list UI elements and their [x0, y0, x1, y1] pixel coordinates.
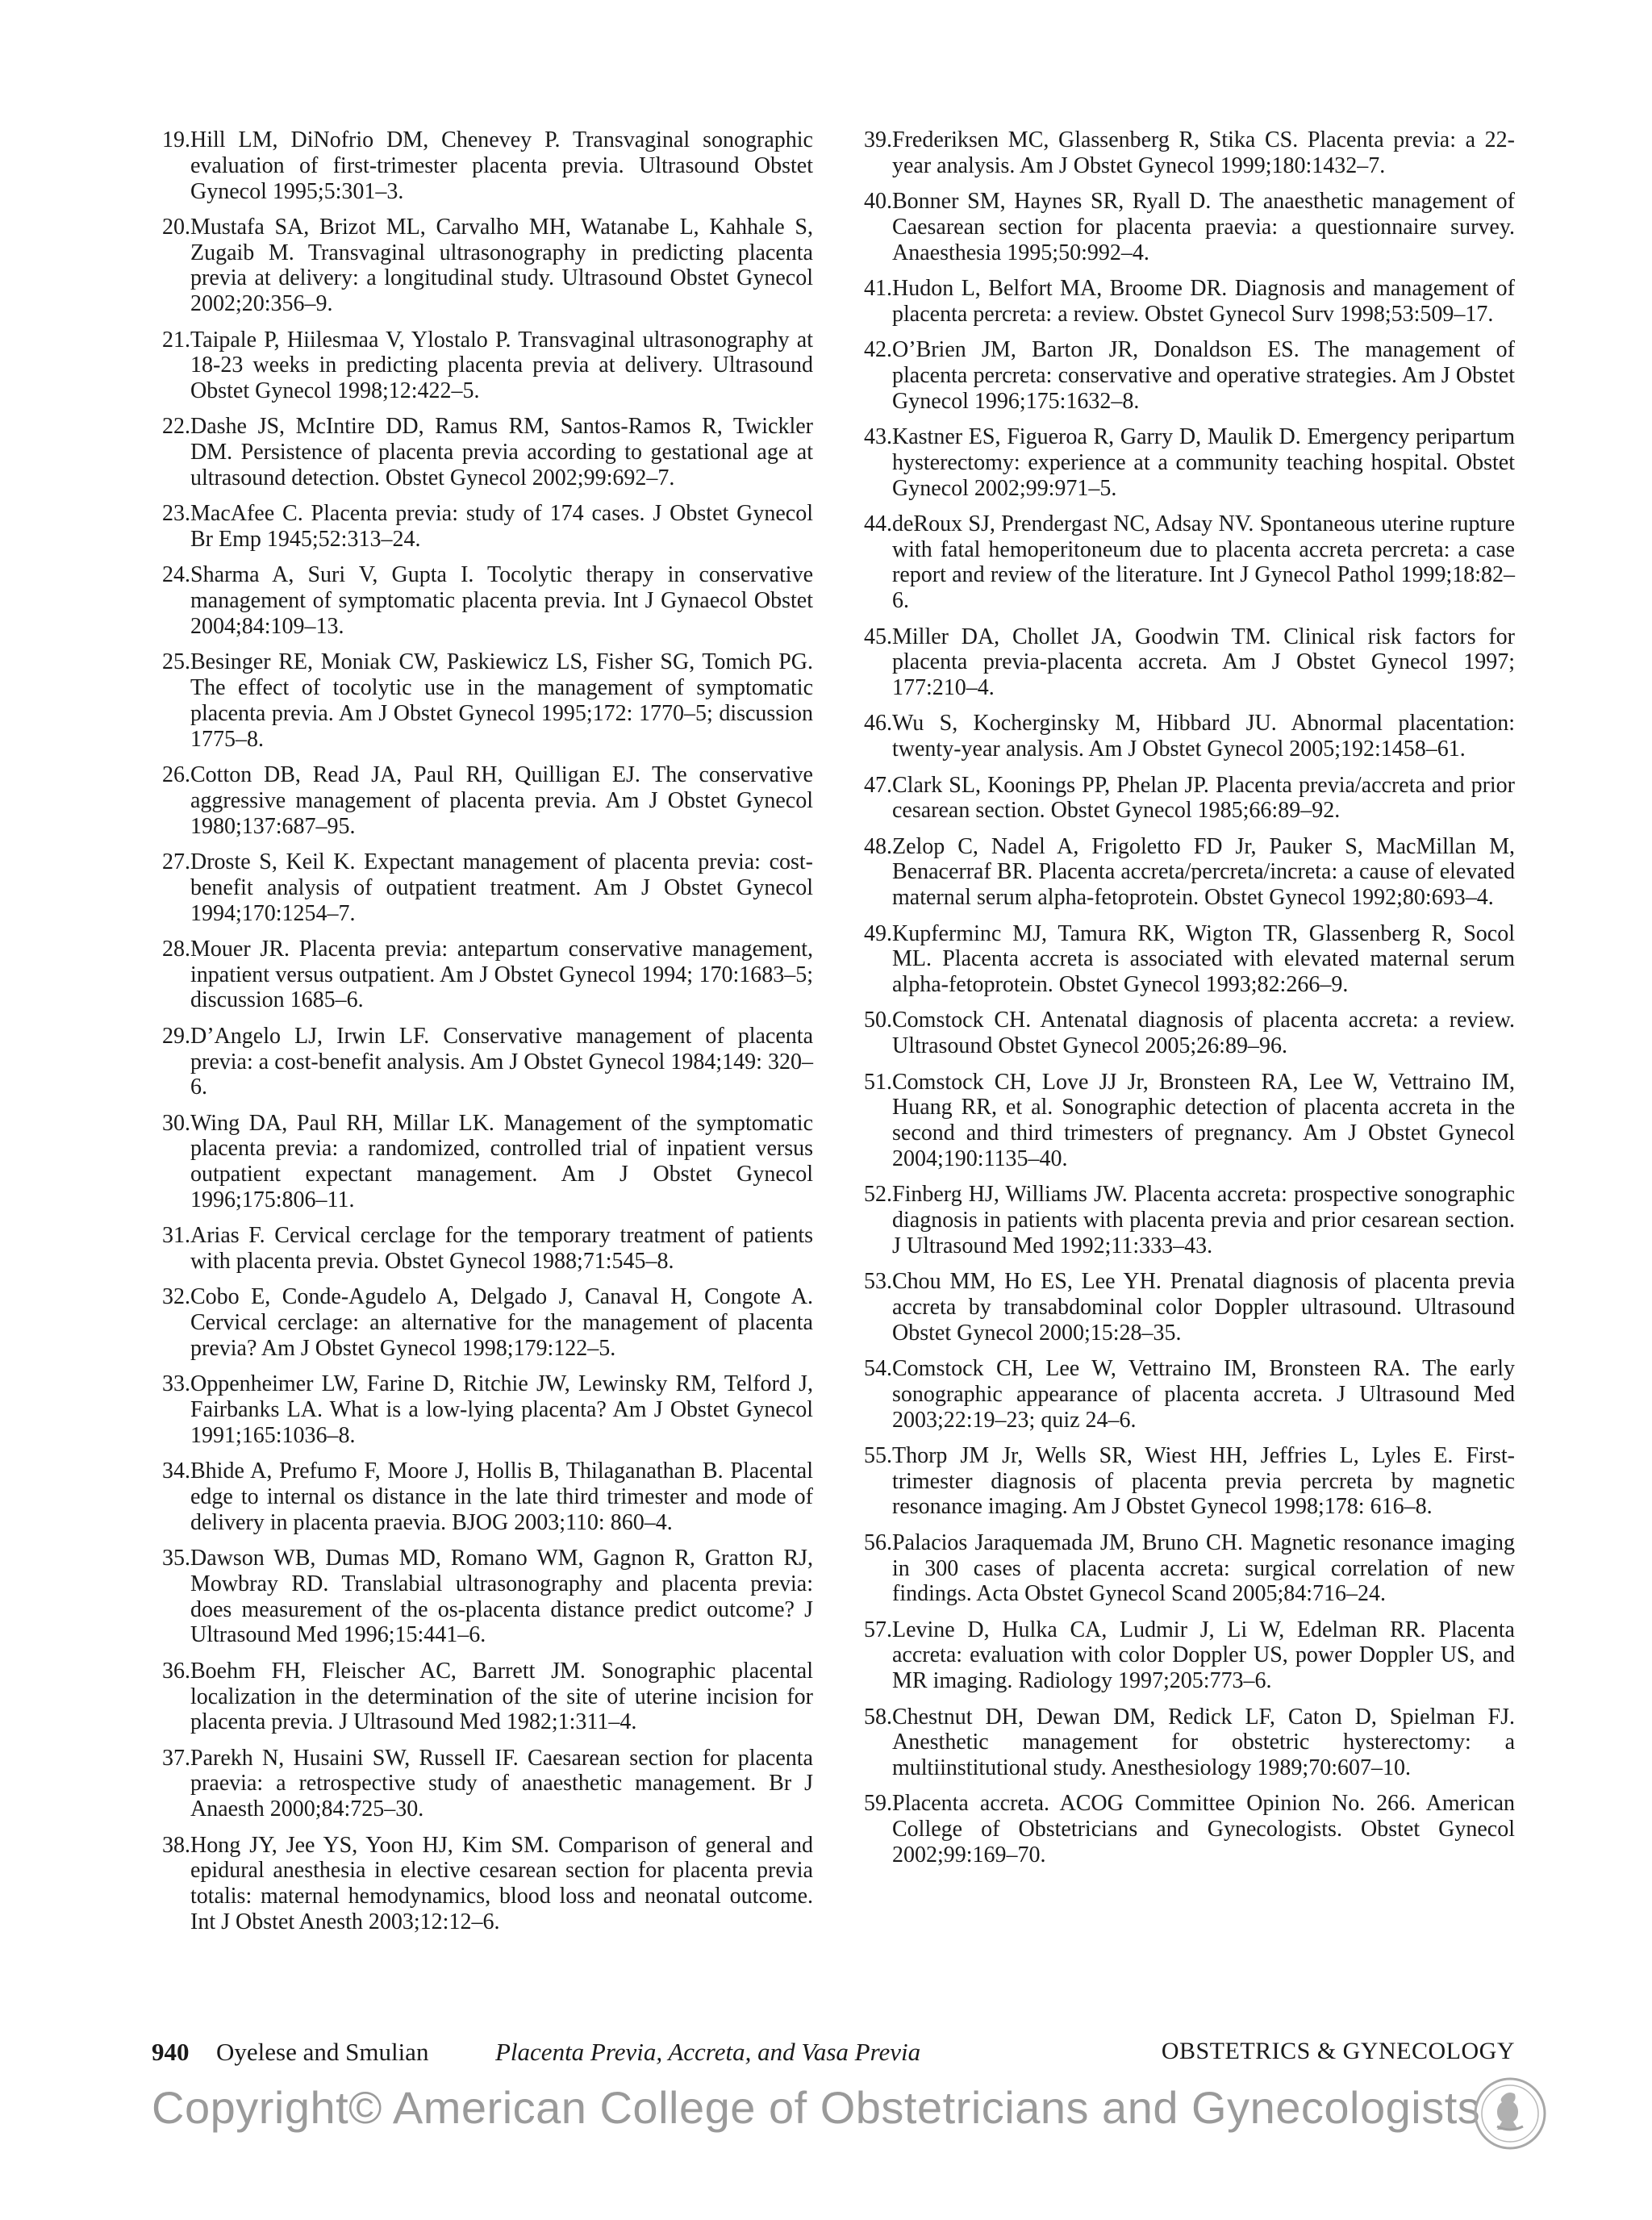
reference-text: Hill LM, DiNofrio DM, Chenevey P. Transvaginal sonographic evaluation of first-trimester placenta previa. Ultrasound Obstet Gynecol 1995;5:301–3.	[190, 127, 813, 204]
reference-item	[853, 1356, 1515, 1433]
reference-number: 58.	[864, 1704, 892, 1730]
reference-item	[853, 773, 1515, 824]
reference-item	[152, 328, 813, 404]
reference-text: Mouer JR. Placenta previa: antepartum conservative management, inpatient versus outpatient. Am J Obstet Gynecol 1994; 170:1683–5; discussion 1685–6.	[190, 936, 813, 1013]
copyright-watermark: Copyright© American College of Obstetricians and Gynecologists	[152, 2082, 1481, 2133]
reference-text: Boehm FH, Fleischer AC, Barrett JM. Sonographic placental localization in the determination of the site of uterine incision for placenta previa. J Ultrasound Med 1982;1:311–4.	[190, 1658, 813, 1735]
reference-item	[152, 1458, 813, 1535]
reference-number: 32.	[162, 1284, 190, 1310]
reference-item	[152, 1284, 813, 1361]
reference-number: 54.	[864, 1355, 892, 1381]
reference-item	[853, 1070, 1515, 1172]
reference-number: 38.	[162, 1832, 190, 1858]
reference-item	[152, 127, 813, 204]
reference-number: 49.	[864, 920, 892, 946]
reference-number: 24.	[162, 562, 190, 588]
reference-number: 27.	[162, 849, 190, 874]
reference-item	[152, 1746, 813, 1822]
reference-text: D’Angelo LJ, Irwin LF. Conservative management of placenta previa: a cost-benefit analysis. Am J Obstet Gynecol 1984;149: 320–6.	[190, 1023, 813, 1100]
reference-text: Kupferminc MJ, Tamura RK, Wigton TR, Glassenberg R, Socol ML. Placenta accreta is associated with elevated maternal serum alpha-fetoprotein. Obstet Gynecol 1993;82:266–9.	[892, 920, 1515, 998]
reference-text: O’Brien JM, Barton JR, Donaldson ES. The management of placenta percreta: conservative and operative strategies. Am J Obstet Gynecol 1996;175:1632–8.	[892, 337, 1515, 414]
reference-item	[152, 762, 813, 839]
running-title: Placenta Previa, Accreta, and Vasa Previa	[495, 2038, 921, 2066]
reference-text: Clark SL, Koonings PP, Phelan JP. Placenta previa/accreta and prior cesarean section. Obstet Gynecol 1985;66:89–92.	[892, 772, 1515, 824]
reference-text: Palacios Jaraquemada JM, Bruno CH. Magnetic resonance imaging in 300 cases of placenta accreta: surgical correlation of new findings. Acta Obstet Gynecol Scand 2005;84:716–24.	[892, 1529, 1515, 1607]
reference-text: Mustafa SA, Brizot ML, Carvalho MH, Watanabe L, Kahhale S, Zugaib M. Transvaginal ultrasonography in predicting placenta previa at delivery: a longitudinal study. Ultrasound Obstet Gynecol 2002;20:356–9.	[190, 214, 813, 317]
reference-text: Chestnut DH, Dewan DM, Redick LF, Caton D, Spielman FJ. Anesthetic management for obstetric hysterectomy: a multiinstitutional study. Anesthesiology 1989;70:607–10.	[892, 1704, 1515, 1781]
reference-text: Sharma A, Suri V, Gupta I. Tocolytic therapy in conservative management of symptomatic placenta previa. Int J Gynaecol Obstet 2004;84:109–13.	[190, 562, 813, 640]
references-left-column	[152, 127, 813, 1945]
reference-number: 42.	[864, 337, 892, 363]
reference-item	[853, 1791, 1515, 1867]
reference-item	[853, 1705, 1515, 1781]
reference-number: 45.	[864, 624, 892, 649]
reference-number: 47.	[864, 772, 892, 798]
reference-text: Bhide A, Prefumo F, Moore J, Hollis B, Thilaganathan B. Placental edge to internal os distance in the late third trimester and mode of delivery in placenta praevia. BJOG 2003;110: 860–4.	[190, 1458, 813, 1535]
reference-text: Wing DA, Paul RH, Millar LK. Management of the symptomatic placenta previa: a randomized, controlled trial of inpatient versus outpatient expectant management. Am J Obstet Gynecol 1996;175:806–11.	[190, 1110, 813, 1212]
reference-number: 25.	[162, 649, 190, 675]
reference-item	[152, 562, 813, 639]
reference-item	[853, 511, 1515, 614]
reference-number: 35.	[162, 1546, 190, 1571]
journal-name: OBSTETRICS & GYNECOLOGY	[1161, 2038, 1515, 2064]
reference-text: Taipale P, Hiilesmaa V, Ylostalo P. Transvaginal ultrasonography at 18-23 weeks in predicting placenta previa at delivery. Ultrasound Obstet Gynecol 1998;12:422–5.	[190, 327, 813, 404]
reference-text: Zelop C, Nadel A, Frigoletto FD Jr, Pauker S, MacMillan M, Benacerraf BR. Placenta accreta/percreta/increta: a cause of elevated maternal serum alpha-fetoprotein. Obstet Gynecol 1992;80:693–4.	[892, 833, 1515, 911]
reference-number: 56.	[864, 1529, 892, 1555]
reference-number: 21.	[162, 327, 190, 353]
reference-item	[152, 1371, 813, 1448]
reference-number: 40.	[864, 189, 892, 215]
reference-number: 41.	[864, 275, 892, 301]
reference-number: 59.	[864, 1791, 892, 1817]
reference-item	[853, 424, 1515, 501]
reference-text: Droste S, Keil K. Expectant management of placenta previa: cost-benefit analysis of outpatient treatment. Am J Obstet Gynecol 1994;170:1254–7.	[190, 849, 813, 926]
reference-text: Chou MM, Ho ES, Lee YH. Prenatal diagnosis of placenta previa accreta by transabdominal color Doppler ultrasound. Ultrasound Obstet Gynecol 2000;15:28–35.	[892, 1269, 1515, 1346]
reference-number: 19.	[162, 127, 190, 152]
page-footer	[152, 2038, 1515, 2070]
reference-item	[152, 937, 813, 1013]
reference-item	[853, 1008, 1515, 1059]
reference-item	[152, 649, 813, 752]
reference-text: Placenta accreta. ACOG Committee Opinion No. 266. American College of Obstetricians and Gynecologists. Obstet Gynecol 2002;99:169–70.	[892, 1791, 1515, 1868]
running-authors: Oyelese and Smulian	[216, 2038, 429, 2066]
reference-text: Dashe JS, McIntire DD, Ramus RM, Santos-Ramos R, Twickler DM. Persistence of placenta previa according to gestational age at ultrasound detection. Obstet Gynecol 2002;99:692–7.	[190, 414, 813, 491]
reference-number: 29.	[162, 1023, 190, 1049]
reference-text: Cobo E, Conde-Agudelo A, Delgado J, Canaval H, Congote A. Cervical cerclage: an alternative for the management of placenta previa? Am J Obstet Gynecol 1998;179:122–5.	[190, 1284, 813, 1361]
reference-text: Hong JY, Jee YS, Yoon HJ, Kim SM. Comparison of general and epidural anesthesia in elective cesarean section for placenta previa totalis: maternal hemodynamics, blood loss and neonatal outcome. Int J Obstet Anesth 2003;12:12–6.	[190, 1832, 813, 1934]
reference-text: deRoux SJ, Prendergast NC, Adsay NV. Spontaneous uterine rupture with fatal hemoperitoneum due to placenta accreta percreta: a case report and review of the literature. Int J Gynecol Pathol 1999;18:82–6.	[892, 511, 1515, 614]
reference-number: 46.	[864, 711, 892, 737]
reference-item	[853, 624, 1515, 701]
reference-number: 50.	[864, 1008, 892, 1033]
page-number: 940	[152, 2038, 190, 2066]
reference-text: Levine D, Hulka CA, Ludmir J, Li W, Edelman RR. Placenta accreta: evaluation with color Doppler US, power Doppler US, and MR imaging. Radiology 1997;205:773–6.	[892, 1617, 1515, 1694]
reference-item	[152, 1111, 813, 1213]
reference-text: Comstock CH, Love JJ Jr, Bronsteen RA, Lee W, Vettraino IM, Huang RR, et al. Sonographic detection of placenta accreta in the second and third trimesters of pregnancy. Am J Obstet Gynecol 2004;190:1135–40.	[892, 1069, 1515, 1171]
reference-text: Hudon L, Belfort MA, Broome DR. Diagnosis and management of placenta percreta: a review. Obstet Gynecol Surv 1998;53:509–17.	[892, 275, 1515, 327]
reference-item	[853, 1182, 1515, 1258]
reference-number: 26.	[162, 762, 190, 788]
reference-number: 53.	[864, 1269, 892, 1295]
reference-item	[853, 711, 1515, 762]
reference-item	[152, 1223, 813, 1275]
reference-text: Parekh N, Husaini SW, Russell IF. Caesarean section for placenta praevia: a retrospective study of anaesthetic management. Br J Anaesth 2000;84:725–30.	[190, 1745, 813, 1822]
reference-item	[152, 414, 813, 490]
reference-text: Finberg HJ, Williams JW. Placenta accreta: prospective sonographic diagnosis in patients with placenta previa and prior cesarean section. J Ultrasound Med 1992;11:333–43.	[892, 1182, 1515, 1258]
reference-text: Miller DA, Chollet JA, Goodwin TM. Clinical risk factors for placenta previa-placenta accreta. Am J Obstet Gynecol 1997; 177:210–4.	[892, 624, 1515, 701]
reference-item	[853, 276, 1515, 328]
reference-text: Frederiksen MC, Glassenberg R, Stika CS. Placenta previa: a 22-year analysis. Am J Obstet Gynecol 1999;180:1432–7.	[892, 127, 1515, 178]
reference-item	[853, 1530, 1515, 1607]
reference-item	[152, 1546, 813, 1648]
reference-item	[152, 501, 813, 553]
reference-text: Comstock CH. Antenatal diagnosis of placenta accreta: a review. Ultrasound Obstet Gynecol 2005;26:89–96.	[892, 1008, 1515, 1059]
reference-number: 36.	[162, 1658, 190, 1684]
reference-text: Cotton DB, Read JA, Paul RH, Quilligan EJ. The conservative aggressive management of placenta previa. Am J Obstet Gynecol 1980;137:687–95.	[190, 762, 813, 839]
reference-item	[853, 189, 1515, 265]
reference-item	[853, 1269, 1515, 1346]
reference-text: MacAfee C. Placenta previa: study of 174 cases. J Obstet Gynecol Br Emp 1945;52:313–24.	[190, 501, 813, 553]
reference-item	[853, 1617, 1515, 1694]
reference-number: 43.	[864, 424, 892, 449]
reference-number: 34.	[162, 1458, 190, 1484]
reference-number: 51.	[864, 1069, 892, 1095]
reference-item	[152, 849, 813, 926]
reference-item	[152, 215, 813, 317]
reference-item	[152, 1659, 813, 1735]
reference-number: 44.	[864, 511, 892, 536]
references-right-column	[853, 127, 1515, 1878]
reference-item	[853, 1443, 1515, 1520]
reference-number: 20.	[162, 214, 190, 240]
reference-text: Arias F. Cervical cerclage for the temporary treatment of patients with placenta previa. Obstet Gynecol 1988;71:545–8.	[190, 1223, 813, 1275]
reference-item	[853, 834, 1515, 911]
reference-number: 39.	[864, 127, 892, 152]
reference-number: 57.	[864, 1617, 892, 1642]
reference-number: 31.	[162, 1223, 190, 1249]
reference-number: 28.	[162, 936, 190, 962]
reference-number: 33.	[162, 1371, 190, 1397]
reference-item	[853, 921, 1515, 998]
reference-text: Kastner ES, Figueroa R, Garry D, Maulik D. Emergency peripartum hysterectomy: experience at a community teaching hospital. Obstet Gynecol 2002;99:971–5.	[892, 424, 1515, 501]
reference-number: 48.	[864, 833, 892, 859]
reference-number: 30.	[162, 1110, 190, 1136]
reference-number: 23.	[162, 501, 190, 527]
reference-item	[853, 337, 1515, 414]
reference-number: 55.	[864, 1442, 892, 1468]
reference-text: Comstock CH, Lee W, Vettraino IM, Bronsteen RA. The early sonographic appearance of placenta accreta. J Ultrasound Med 2003;22:19–23; quiz 24–6.	[892, 1355, 1515, 1433]
reference-text: Besinger RE, Moniak CW, Paskiewicz LS, Fisher SG, Tomich PG. The effect of tocolytic use in the management of symptomatic placenta previa. Am J Obstet Gynecol 1995;172: 1770–5; discussion 1775–8.	[190, 649, 813, 752]
reference-text: Dawson WB, Dumas MD, Romano WM, Gagnon R, Gratton RJ, Mowbray RD. Translabial ultrasonography and placenta previa: does measurement of the os-placenta distance predict outcome? J Ultrasound Med 1996;15:441–6.	[190, 1546, 813, 1648]
reference-number: 22.	[162, 414, 190, 440]
reference-text: Bonner SM, Haynes SR, Ryall D. The anaesthetic management of Caesarean section for placenta praevia: a questionnaire survey. Anaesthesia 1995;50:992–4.	[892, 189, 1515, 265]
reference-text: Thorp JM Jr, Wells SR, Wiest HH, Jeffries L, Lyles E. First-trimester diagnosis of placenta previa percreta by magnetic resonance imaging. Am J Obstet Gynecol 1998;178: 616–8.	[892, 1442, 1515, 1520]
acog-seal-icon	[1473, 2076, 1547, 2151]
reference-item	[152, 1024, 813, 1100]
reference-number: 37.	[162, 1745, 190, 1771]
reference-item	[152, 1833, 813, 1935]
reference-number: 52.	[864, 1182, 892, 1208]
reference-text: Wu S, Kocherginsky M, Hibbard JU. Abnormal placentation: twenty-year analysis. Am J Obstet Gynecol 2005;192:1458–61.	[892, 711, 1515, 762]
reference-text: Oppenheimer LW, Farine D, Ritchie JW, Lewinsky RM, Telford J, Fairbanks LA. What is a low-lying placenta? Am J Obstet Gynecol 1991;165:1036–8.	[190, 1371, 813, 1448]
reference-item	[853, 127, 1515, 179]
